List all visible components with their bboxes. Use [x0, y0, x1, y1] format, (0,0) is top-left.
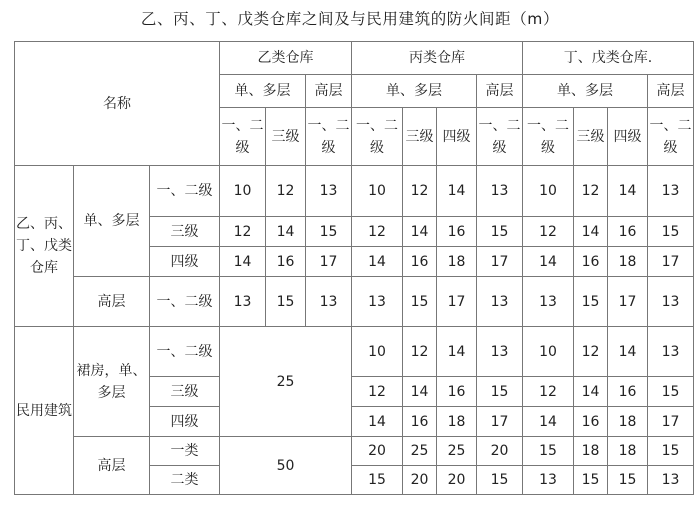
- c-high-header: 高层: [477, 75, 523, 108]
- value-cell: 14: [574, 217, 608, 247]
- grade-header: 一、二级: [352, 108, 403, 166]
- value-cell: 14: [608, 327, 648, 377]
- group-c-header: 丙类仓库: [352, 42, 523, 75]
- value-cell: 10: [523, 327, 574, 377]
- value-cell: 14: [437, 166, 477, 217]
- value-cell: 15: [352, 466, 403, 495]
- value-cell: 13: [306, 277, 352, 327]
- value-cell: 18: [437, 247, 477, 277]
- grade-header: 三级: [266, 108, 306, 166]
- value-cell: 12: [352, 377, 403, 407]
- value-cell: 20: [352, 437, 403, 466]
- grade-header: 一、二级: [477, 108, 523, 166]
- grade-header: 三级: [403, 108, 437, 166]
- value-cell: 10: [523, 166, 574, 217]
- value-cell: 17: [306, 247, 352, 277]
- civil-high-label: 高层: [74, 437, 150, 495]
- value-cell: 20: [477, 437, 523, 466]
- value-cell: 16: [574, 247, 608, 277]
- value-cell: 13: [220, 277, 266, 327]
- value-cell: 12: [266, 166, 306, 217]
- value-cell: 12: [574, 166, 608, 217]
- row-grade-label: 三级: [150, 377, 220, 407]
- value-cell: 13: [648, 166, 694, 217]
- value-cell: 25: [437, 437, 477, 466]
- row-grade-label: 一、二级: [150, 277, 220, 327]
- name-header: 名称: [15, 42, 220, 166]
- value-cell: 14: [437, 327, 477, 377]
- value-cell: 14: [266, 217, 306, 247]
- value-cell: 15: [608, 466, 648, 495]
- value-cell: 18: [608, 247, 648, 277]
- value-cell: 13: [477, 166, 523, 217]
- fire-distance-table: [14, 41, 694, 495]
- value-cell: 15: [403, 277, 437, 327]
- value-cell: 15: [306, 217, 352, 247]
- grade-header: 三级: [574, 108, 608, 166]
- value-cell: 17: [648, 247, 694, 277]
- value-cell: 14: [523, 247, 574, 277]
- de-single-multi-header: 单、多层: [523, 75, 648, 108]
- row-grade-label: 一、二级: [150, 327, 220, 377]
- group-b-header: 乙类仓库: [220, 42, 352, 75]
- value-cell: 13: [648, 466, 694, 495]
- value-cell: 12: [403, 166, 437, 217]
- page-title: 乙、丙、丁、戊类仓库之间及与民用建筑的防火间距（m）: [140, 10, 560, 28]
- value-cell: 18: [608, 437, 648, 466]
- value-cell: 12: [220, 217, 266, 247]
- value-cell: 20: [403, 466, 437, 495]
- value-cell: 17: [648, 407, 694, 437]
- b-single-multi-header: 单、多层: [220, 75, 306, 108]
- value-cell: 15: [266, 277, 306, 327]
- value-cell: 17: [477, 407, 523, 437]
- row-grade-label: 四级: [150, 247, 220, 277]
- value-cell: 17: [437, 277, 477, 327]
- value-cell: 16: [403, 407, 437, 437]
- value-cell: 16: [266, 247, 306, 277]
- value-cell: 12: [403, 327, 437, 377]
- value-cell: 13: [477, 277, 523, 327]
- value-cell: 16: [608, 377, 648, 407]
- value-cell: 10: [352, 166, 403, 217]
- value-cell: 17: [608, 277, 648, 327]
- grade-header: 四级: [437, 108, 477, 166]
- value-cell: 12: [574, 327, 608, 377]
- value-cell: 16: [437, 217, 477, 247]
- value-cell: 10: [220, 166, 266, 217]
- value-cell: 15: [574, 277, 608, 327]
- value-cell: 13: [306, 166, 352, 217]
- value-cell: 15: [477, 377, 523, 407]
- value-cell: 15: [648, 217, 694, 247]
- value-cell: 14: [352, 407, 403, 437]
- value-cell: 25: [403, 437, 437, 466]
- value-cell: 12: [523, 217, 574, 247]
- value-cell: 15: [648, 377, 694, 407]
- row-grade-label: 四级: [150, 407, 220, 437]
- grade-header: 四级: [608, 108, 648, 166]
- value-cell: 15: [648, 437, 694, 466]
- value-cell: 14: [608, 166, 648, 217]
- warehouse-single-multi-label: 单、多层: [74, 166, 150, 277]
- value-cell: 20: [437, 466, 477, 495]
- value-cell: 13: [648, 327, 694, 377]
- value-cell: 16: [403, 247, 437, 277]
- value-cell: 18: [574, 437, 608, 466]
- value-cell: 14: [403, 377, 437, 407]
- grade-header: 一、二级: [523, 108, 574, 166]
- value-cell: 15: [477, 466, 523, 495]
- grade-header: 一、二级: [306, 108, 352, 166]
- value-cell: 13: [477, 327, 523, 377]
- value-cell: 16: [437, 377, 477, 407]
- civil-row-label: 民用建筑: [15, 327, 74, 495]
- value-cell: 18: [608, 407, 648, 437]
- value-cell: 14: [352, 247, 403, 277]
- value-cell: 15: [523, 437, 574, 466]
- value-cell: 12: [352, 217, 403, 247]
- value-cell: 18: [437, 407, 477, 437]
- merged-value-cell: 25: [220, 327, 352, 437]
- value-cell: 14: [574, 377, 608, 407]
- value-cell: 13: [523, 466, 574, 495]
- value-cell: 15: [574, 466, 608, 495]
- value-cell: 13: [523, 277, 574, 327]
- value-cell: 13: [648, 277, 694, 327]
- grade-header: 一、二级: [220, 108, 266, 166]
- row-grade-label: 三级: [150, 217, 220, 247]
- civil-podium-label: 裙房，单、多层: [74, 327, 150, 437]
- de-high-header: 高层: [648, 75, 694, 108]
- value-cell: 14: [403, 217, 437, 247]
- grade-header: 一、二级: [648, 108, 694, 166]
- value-cell: 14: [220, 247, 266, 277]
- warehouse-row-label: 乙、丙、丁、戊类仓库: [15, 166, 74, 327]
- c-single-multi-header: 单、多层: [352, 75, 477, 108]
- value-cell: 12: [523, 377, 574, 407]
- value-cell: 16: [574, 407, 608, 437]
- b-high-header: 高层: [306, 75, 352, 108]
- row-class-label: 二类: [150, 466, 220, 495]
- value-cell: 14: [523, 407, 574, 437]
- row-grade-label: 一、二级: [150, 166, 220, 217]
- value-cell: 17: [477, 247, 523, 277]
- group-de-header: 丁、戊类仓库.: [523, 42, 694, 75]
- warehouse-high-label: 高层: [74, 277, 150, 327]
- value-cell: 15: [477, 217, 523, 247]
- value-cell: 13: [352, 277, 403, 327]
- merged-value-cell: 50: [220, 437, 352, 495]
- value-cell: 10: [352, 327, 403, 377]
- row-class-label: 一类: [150, 437, 220, 466]
- value-cell: 16: [608, 217, 648, 247]
